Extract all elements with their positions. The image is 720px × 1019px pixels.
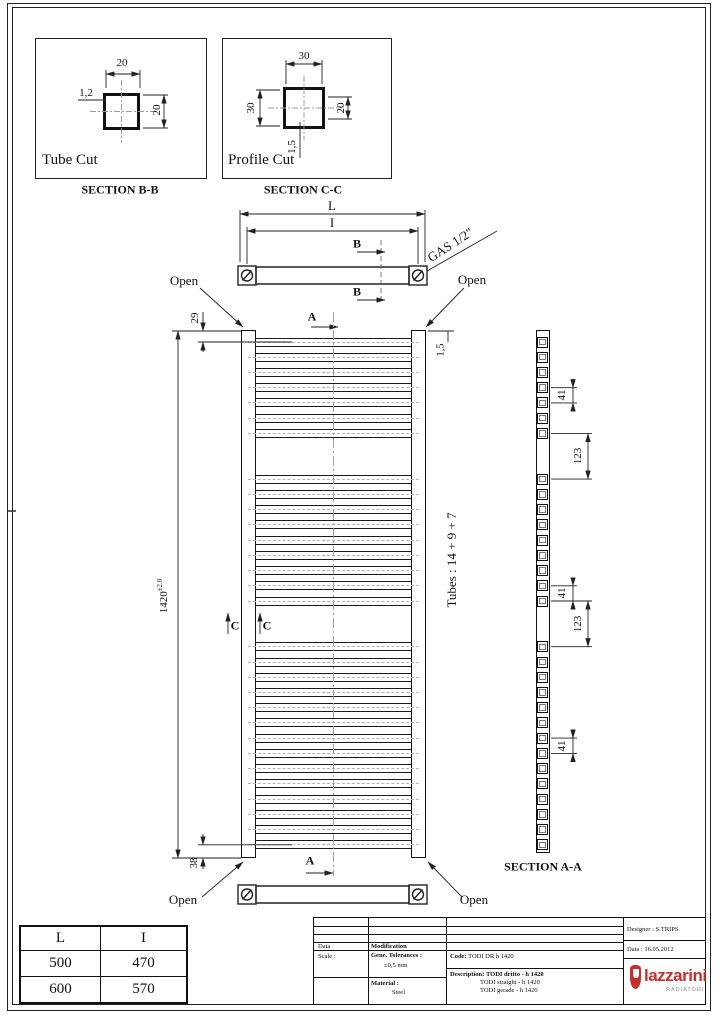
section-tube-square (537, 337, 548, 348)
radiator-tube (256, 779, 411, 788)
radiator-tube (256, 764, 411, 773)
radiator-tube (256, 688, 411, 697)
radiator-tube (256, 414, 411, 423)
section-tube-square (537, 672, 548, 683)
section-tube-square (537, 763, 548, 774)
radiator-tube (256, 658, 411, 667)
tb-modification-label: Modification (371, 943, 407, 950)
section-tube-square (537, 596, 548, 607)
dim-L-label: L (328, 198, 336, 213)
size-table (19, 925, 188, 1004)
tb-description-row: Description: TODI dritto - h 1420 (450, 971, 544, 978)
section-tube-square (537, 550, 548, 561)
section-a-arrow-top: A (307, 309, 317, 324)
title-block (313, 917, 706, 1005)
tb-description-line3: TODI gerade - h 1420 (480, 987, 538, 994)
section-tube-square (537, 794, 548, 805)
lazzarini-logo-text: lazzarini (644, 966, 707, 985)
aa-dim-41-3: 41 (556, 740, 568, 752)
radiator-tube (256, 749, 411, 758)
section-tube-square (537, 519, 548, 530)
dim-38-label: 38 (188, 857, 200, 869)
section-tube-square (537, 367, 548, 378)
radiator-tube (256, 795, 411, 804)
radiator-tube (256, 673, 411, 682)
section-tube-square (537, 809, 548, 820)
section-tube-square (537, 504, 548, 515)
table-cell: 570 (101, 977, 188, 1004)
lazzarini-logo-subtext: RADIATORI (666, 987, 705, 993)
tube-cut-dim-20-top: 20 (116, 57, 128, 69)
open-label-bottom-left: Open (168, 892, 198, 907)
radiator-tube (256, 840, 411, 849)
radiator-tube (256, 475, 411, 484)
tb-data-label: Data (318, 943, 331, 950)
aa-dim-41-2: 41 (556, 587, 568, 599)
section-tube-square (537, 428, 548, 439)
aa-dim-41-1: 41 (556, 389, 568, 401)
section-aa-label: SECTION A-A (504, 859, 582, 874)
radiator-tube (256, 551, 411, 560)
tb-material-label: Material : (371, 980, 399, 987)
section-tube-square (537, 748, 548, 759)
section-tube-square (537, 474, 548, 485)
radiator-tube (256, 825, 411, 834)
radiator-tube (256, 353, 411, 362)
tube-cut-title: Tube Cut (42, 152, 98, 168)
section-a-arrow-bottom: A (305, 853, 315, 868)
tb-tolerance-label: Gene. Tolerances : (371, 952, 423, 959)
radiator-tube (256, 429, 411, 438)
tb-code-row: Code: TODI DR h 1420 (450, 953, 514, 960)
section-tube-square (537, 687, 548, 698)
section-tube-square (537, 717, 548, 728)
tube-cut-dim-20-right: 20 (151, 104, 163, 116)
radiator-tube (256, 703, 411, 712)
aa-dim-123-1: 123 (572, 447, 584, 465)
tb-material-value: Steel (392, 989, 405, 996)
table-cell: 600 (20, 977, 101, 1004)
section-tube-square (537, 565, 548, 576)
section-tube-square (537, 657, 548, 668)
profile-cut-dim-20-right: 20 (335, 102, 347, 114)
profile-cut-wall-dim: 1,5 (286, 140, 298, 154)
gas-connection-label: GAS 1/2" (424, 224, 476, 265)
section-tube-square (537, 352, 548, 363)
radiator-tube (256, 642, 411, 651)
section-cc-label: SECTION C-C (263, 182, 343, 197)
radiator-tube (256, 597, 411, 606)
radiator-tube (256, 520, 411, 529)
section-tube-square (537, 413, 548, 424)
section-tube-square (537, 397, 548, 408)
tubes-count-note: Tubes : 14 + 9 + 7 (444, 512, 459, 608)
dim-I-label: I (329, 215, 335, 230)
section-tube-square (537, 641, 548, 652)
section-c-arrow-right: C (262, 618, 272, 633)
dim-wall-1-5-label: 1,5 (435, 343, 447, 357)
section-tube-square (537, 535, 548, 546)
tb-designer: Designer : S.TRIPS (627, 926, 679, 933)
radiator-tube (256, 810, 411, 819)
table-cell: 470 (101, 951, 188, 977)
open-label-top-right: Open (457, 272, 487, 287)
radiator-tube (256, 536, 411, 545)
size-table-header-L: L (20, 926, 101, 951)
section-tube-square (537, 702, 548, 713)
section-tube-square (537, 733, 548, 744)
section-tube-square (537, 824, 548, 835)
radiator-tube (256, 581, 411, 590)
section-b-arrow-bottom: B (352, 284, 362, 299)
tb-description-line2: TODI straight - h 1420 (480, 979, 540, 986)
open-label-bottom-right: Open (459, 892, 489, 907)
section-tube-square (537, 382, 548, 393)
section-c-arrow-left: C (230, 618, 240, 633)
open-label-top-left: Open (169, 273, 199, 288)
lazzarini-logo-icon (630, 965, 641, 989)
radiator-tube (256, 505, 411, 514)
profile-cut-dim-30-top: 30 (298, 50, 310, 62)
section-tube-square (537, 778, 548, 789)
tb-tolerance-value: ±0,5 mm (384, 962, 408, 969)
size-table-header-I: I (101, 926, 188, 951)
table-cell: 500 (20, 951, 101, 977)
radiator-tube (256, 368, 411, 377)
radiator-tube (256, 718, 411, 727)
section-tube-square (537, 489, 548, 500)
tb-date: Data : 16.05.2012 (627, 946, 674, 953)
radiator-tube (256, 383, 411, 392)
tube-cut-wall-dim: 1,2 (79, 87, 93, 99)
dim-1420-label: $1420^{\pm 2.0}$ (156, 578, 170, 614)
profile-cut-dim-30-left: 30 (245, 102, 257, 114)
section-bb-label: SECTION B-B (81, 182, 159, 197)
radiator-tube (256, 490, 411, 499)
dim-29-label: 29 (189, 312, 201, 324)
radiator-tube (256, 398, 411, 407)
section-tube-square (537, 580, 548, 591)
section-b-arrow-top: B (352, 236, 362, 251)
radiator-tube (256, 566, 411, 575)
tb-scale-label: Scale : (318, 953, 336, 960)
radiator-tube (256, 734, 411, 743)
profile-cut-title: Profile Cut (228, 152, 295, 168)
section-tube-square (537, 839, 548, 850)
aa-dim-123-2: 123 (572, 615, 584, 633)
radiator-tube (256, 338, 411, 347)
